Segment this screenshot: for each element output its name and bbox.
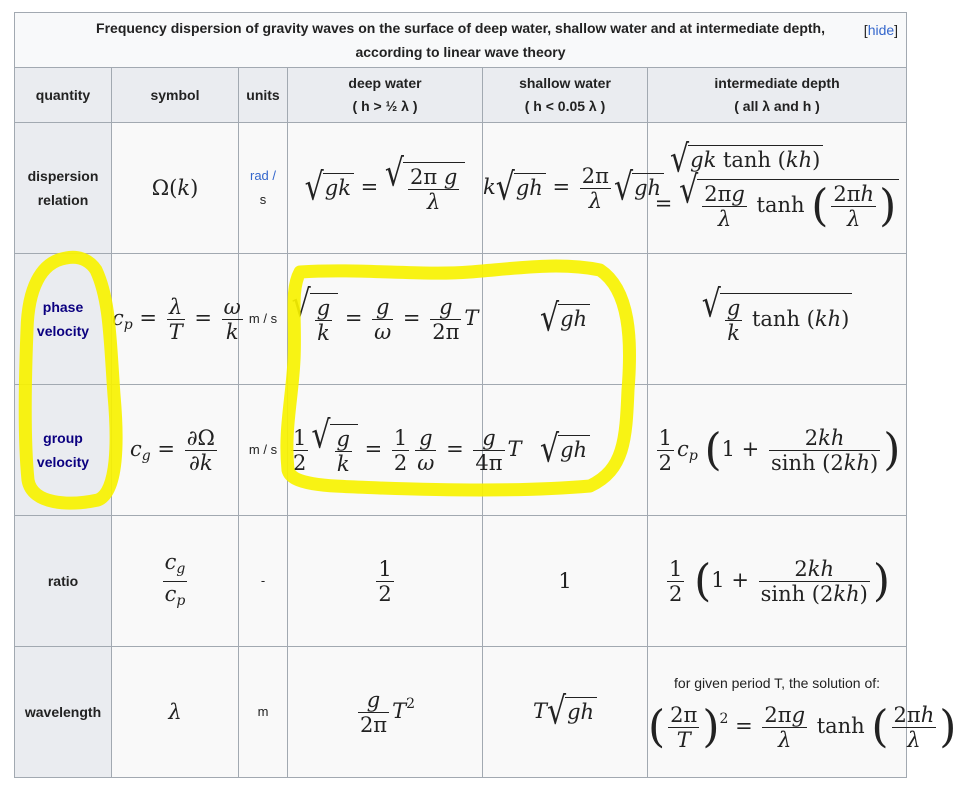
header-quantity: quantity <box>15 68 112 123</box>
row-label-dispersion <box>15 123 112 254</box>
symbol-ratio: $\frac{c_g}{c_p}$ <box>112 516 239 647</box>
row-label-ratio: ratio <box>15 516 112 647</box>
table-caption <box>15 13 907 68</box>
shallow-ratio-value: 1 <box>558 569 572 593</box>
units-group-velocity: m / s <box>239 385 288 516</box>
units-ratio: - <box>239 516 288 647</box>
header-intermediate-title: intermediate depth <box>714 75 840 91</box>
formula-intermediate-dispersion: √ gk tanh (kh) = √ $\frac{2\pi g}{\lambda}$ tanh ( $\frac{2\pi h}{\lambda}$ ) <box>648 123 907 254</box>
symbol-wavelength: λ <box>112 647 239 778</box>
table-row <box>15 385 907 516</box>
group-velocity-link[interactable]: velocity <box>36 454 90 470</box>
formula-intermediate-wavelength: for given period T, the solution of: ( $\frac{2\pi}{T}$ )$^2$ = $\frac{2\pi g}{\lambda}$ tanh ( $\frac{2\pi h}{\lambda}$ ) <box>648 647 907 778</box>
hide-toggle: [hide] <box>863 22 899 38</box>
symbol-group-velocity: $c_g$ = $\frac{\partial\Omega}{\partial k}$ <box>112 385 239 516</box>
table-row <box>15 123 907 254</box>
formula-intermediate-ratio: $\frac{1}{2}$ (1 + $\frac{2kh}{\sinh (2kh)}$ ) <box>648 516 907 647</box>
formula-shallow-ratio <box>483 516 648 647</box>
phase-velocity-link[interactable]: phase <box>42 299 84 315</box>
symbol-dispersion: Ω(k) <box>112 123 239 254</box>
header-units: units <box>239 68 288 123</box>
row-label-line: dispersion <box>27 168 99 184</box>
units-dispersion <box>239 123 288 254</box>
hide-link[interactable]: hide <box>867 22 895 38</box>
caption-line-2: according to linear wave theory <box>355 44 566 60</box>
row-label-wavelength: wavelength <box>15 647 112 778</box>
header-intermediate-condition: ( all λ and h ) <box>734 98 820 114</box>
phase-velocity-link[interactable]: velocity <box>36 323 90 339</box>
formula-shallow-dispersion: k √ gh = $\frac{2\pi}{\lambda}$ √ gh <box>483 123 648 254</box>
table-row <box>15 254 907 385</box>
formula-deep-ratio: $\frac{1}{2}$ <box>288 516 483 647</box>
formula-intermediate-group-velocity: $\frac{1}{2}$ $c_p$ (1 + $\frac{2kh}{\sinh (2kh)}$ ) <box>648 385 907 516</box>
header-shallow-water <box>483 68 648 123</box>
formula-deep-dispersion: √ gk = √ $\frac{\text{2π g}}{\lambda}$ <box>288 123 483 254</box>
units-link-rad[interactable]: rad / <box>249 168 276 183</box>
units-wavelength: m <box>239 647 288 778</box>
formula-intermediate-phase-velocity: √ $\frac{g}{k}$ tanh (kh) <box>648 254 907 385</box>
formula-shallow-phase-velocity: √ gh <box>483 254 648 385</box>
wavelength-note: for given period T, the solution of: <box>674 674 881 691</box>
formula-deep-group-velocity: $\frac{1}{2}$ √ $\frac{g}{k}$ = $\frac{1}{2}$ $\frac{g}{\omega}$ = $\frac{g}{4\pi}$ T <box>288 385 483 516</box>
header-intermediate-depth <box>648 68 907 123</box>
header-shallow-condition: ( h < 0.05 λ ) <box>524 98 606 114</box>
group-velocity-link[interactable]: group <box>43 430 83 446</box>
row-label-group-velocity[interactable] <box>15 385 112 516</box>
header-deep-title: deep water <box>348 75 422 91</box>
table-row <box>15 647 907 778</box>
units-phase-velocity: m / s <box>239 254 288 385</box>
formula-shallow-wavelength: T √ gh <box>483 647 648 778</box>
row-label-phase-velocity[interactable] <box>15 254 112 385</box>
header-shallow-title: shallow water <box>519 75 611 91</box>
symbol-phase-velocity: $c_p$ = $\frac{\lambda}{T}$ = $\frac{\omega}{k}$ <box>112 254 239 385</box>
header-deep-condition: ( h > ½ λ ) <box>352 98 418 114</box>
header-symbol: symbol <box>112 68 239 123</box>
caption-line-1: Frequency dispersion of gravity waves on the surface of deep water, shallow water and at intermediate depth, <box>96 20 826 36</box>
dispersion-table-container <box>14 12 956 782</box>
formula-deep-phase-velocity: √ $\frac{g}{k}$ = $\frac{g}{\omega}$ = $\frac{g}{2\pi}$ T <box>288 254 483 385</box>
table-row <box>15 516 907 647</box>
units-line: s <box>259 192 267 207</box>
formula-shallow-group-velocity: √ gh <box>483 385 648 516</box>
dispersion-table <box>14 12 956 778</box>
row-label-line: relation <box>37 192 89 208</box>
formula-deep-wavelength: $\frac{g}{2\pi}$ $T^2$ <box>288 647 483 778</box>
header-deep-water <box>288 68 483 123</box>
